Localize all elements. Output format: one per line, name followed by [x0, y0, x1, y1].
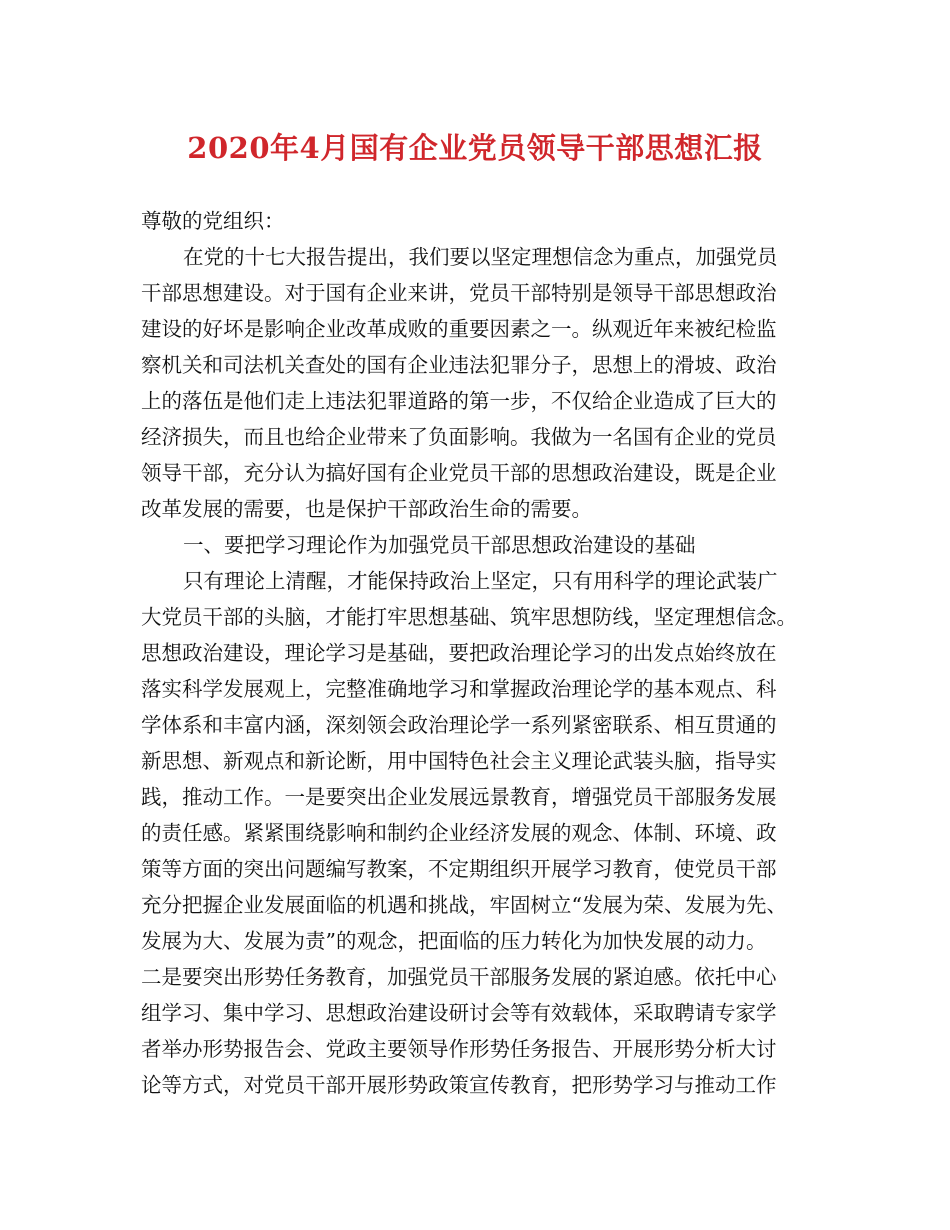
salutation-line: 尊敬的党组织：: [141, 209, 285, 233]
paragraph-line: 上的落伍是他们走上违法犯罪道路的第一步，不仅给企业造成了巨大的: [141, 389, 777, 413]
paragraph-line: 发展为大、发展为责”的观念，把面临的压力转化为加快发展的动力。: [141, 929, 767, 953]
paragraph-line: 思想政治建设，理论学习是基础，要把政治理论学习的出发点始终放在: [141, 641, 777, 665]
paragraph-line: 二是要突出形势任务教育，加强党员干部服务发展的紧迫感。依托中心: [141, 965, 777, 989]
section-heading: 一、要把学习理论作为加强党员干部思想政治建设的基础: [183, 533, 696, 557]
paragraph-line: 改革发展的需要，也是保护干部政治生命的需要。: [141, 497, 592, 521]
paragraph-line: 大党员干部的头脑，才能打牢思想基础、筑牢思想防线，坚定理想信念。: [141, 605, 797, 629]
paragraph-line: 领导干部，充分认为搞好国有企业党员干部的思想政治建设，既是企业: [141, 461, 777, 485]
paragraph-line: 学体系和丰富内涵，深刻领会政治理论学一系列紧密联系、相互贯通的: [141, 713, 777, 737]
paragraph-line: 者举办形势报告会、党政主要领导作形势任务报告、开展形势分析大讨: [141, 1037, 777, 1061]
paragraph-line: 新思想、新观点和新论断，用中国特色社会主义理论武装头脑，指导实: [141, 749, 777, 773]
paragraph-line: 组学习、集中学习、思想政治建设研讨会等有效载体，采取聘请专家学: [141, 1001, 777, 1025]
paragraph-line: 践，推动工作。一是要突出企业发展远景教育，增强党员干部服务发展: [141, 785, 777, 809]
paragraph-line: 察机关和司法机关查处的国有企业违法犯罪分子，思想上的滑坡、政治: [141, 353, 777, 377]
paragraph-line: 只有理论上清醒，才能保持政治上坚定，只有用科学的理论武装广: [183, 569, 778, 593]
paragraph-line: 经济损失，而且也给企业带来了负面影响。我做为一名国有企业的党员: [141, 425, 777, 449]
paragraph-line: 在党的十七大报告提出，我们要以坚定理想信念为重点，加强党员: [183, 245, 778, 269]
document-body: [141, 203, 821, 1103]
paragraph-line: 落实科学发展观上，完整准确地学习和掌握政治理论学的基本观点、科: [141, 677, 777, 701]
paragraph-line: 论等方式，对党员干部开展形势政策宣传教育，把形势学习与推动工作: [141, 1073, 777, 1097]
paragraph-line: 干部思想建设。对于国有企业来讲，党员干部特别是领导干部思想政治: [141, 281, 777, 305]
paragraph-line: 的责任感。紧紧围绕影响和制约企业经济发展的观念、体制、环境、政: [141, 821, 777, 845]
paragraph-line: 策等方面的突出问题编写教案，不定期组织开展学习教育，使党员干部: [141, 857, 777, 881]
paragraph-line: 充分把握企业发展面临的机遇和挑战，牢固树立“发展为荣、发展为先、: [141, 893, 787, 917]
document-title: 2020年4月国有企业党员领导干部思想汇报: [187, 131, 763, 165]
paragraph-line: 建设的好坏是影响企业改革成败的重要因素之一。纵观近年来被纪检监: [141, 317, 777, 341]
